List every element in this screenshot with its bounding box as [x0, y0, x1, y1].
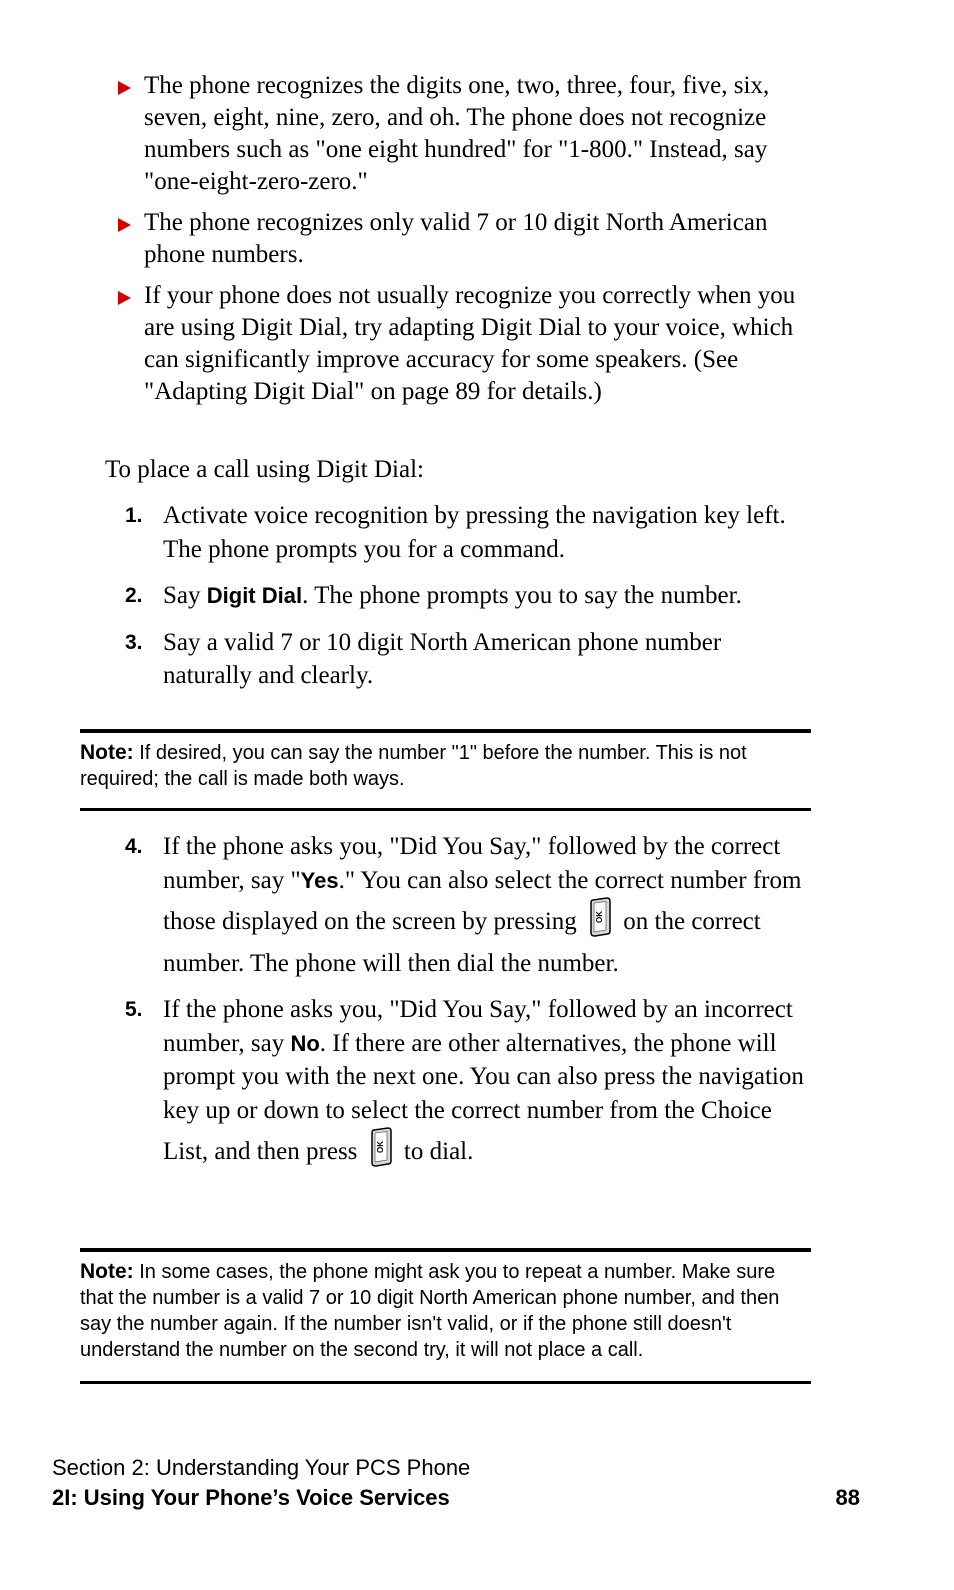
step-text-post: on the correct number. The phone will then dial the number.: [163, 908, 761, 977]
bullet-text: The phone recognizes only valid 7 or 10 digit North American phone numbers.: [144, 209, 768, 268]
svg-text:OK: OK: [595, 911, 605, 923]
note-box: [80, 729, 811, 811]
step-item: [125, 626, 815, 693]
note-box: [80, 1248, 811, 1384]
svg-text:OK: OK: [375, 1141, 385, 1153]
ok-key-icon: [589, 897, 611, 947]
step-number: 5.: [125, 998, 143, 1021]
bullet-item: [118, 280, 818, 408]
step-keyword: Yes: [300, 867, 339, 893]
step-keyword: No: [290, 1030, 320, 1056]
steps-list-first: [125, 499, 815, 706]
step-text-mid: ." You can also select the correct number from those displayed on the screen by pressing: [163, 866, 802, 935]
bullet-item: [118, 207, 818, 271]
step-text-post: . The phone prompts you to say the number.: [302, 582, 742, 609]
footer-chapter-title: 2I: Using Your Phone’s Voice Services: [52, 1485, 450, 1510]
ok-key-icon: [370, 1127, 392, 1177]
step-keyword: Digit Dial: [206, 583, 303, 608]
step-item: [125, 579, 815, 613]
red-arrow-bullet-icon: [118, 291, 131, 305]
bullet-text: If your phone does not usually recognize you correctly when you are using Digit Dial, try adapting Digit Dial to your voice, which can significantly improve accuracy for some speakers. (See "Adapting Digit Dial" on page 89 for details.): [144, 282, 796, 405]
step-number: 1.: [125, 504, 143, 527]
step-text-mid: . If there are other alternatives, the phone will prompt you with the next one. You can also press the navigation key up or down to select the correct number from the Choice List, and then press: [163, 1029, 804, 1165]
steps-list-second: [125, 830, 815, 1190]
step-text-post: to dial.: [403, 1138, 474, 1165]
note-text: If desired, you can say the number "1" before the number. This is not required; the call is made both ways.: [80, 742, 747, 790]
red-arrow-bullet-icon: [118, 81, 131, 95]
bullet-item: [118, 70, 818, 198]
step-item: [125, 830, 815, 980]
bullet-text: The phone recognizes the digits one, two, three, four, five, six, seven, eight, nine, zero, and oh. The phone does not recognize numbers such as "one eight hundred" for "1-800." Instead, say "one-eight-zero-zero.": [144, 72, 770, 195]
step-text: Say a valid 7 or 10 digit North American phone number naturally and clearly.: [163, 628, 722, 689]
procedure-intro: To place a call using Digit Dial:: [105, 456, 424, 483]
note-text: In some cases, the phone might ask you to repeat a number. Make sure that the number is a valid 7 or 10 digit North American phone number, and then say the number again. If the number isn't valid, or if the phone still doesn't understand the number on the second try, it will not place a call.: [80, 1261, 780, 1361]
step-number: 3.: [125, 630, 143, 654]
page-number: 88: [835, 1485, 860, 1510]
step-text-pre: If the phone asks you, "Did You Say," followed by an incorrect number, say: [163, 996, 793, 1057]
step-text-pre: Say: [163, 582, 207, 609]
step-text: Activate voice recognition by pressing the navigation key left. The phone prompts you for a command.: [163, 502, 786, 563]
step-item: [125, 993, 815, 1177]
step-number: 4.: [125, 835, 143, 858]
note-label: Note:: [80, 1260, 134, 1283]
footer-section-title: Section 2: Understanding Your PCS Phone: [52, 1455, 471, 1480]
bullet-list: [118, 70, 818, 417]
note-label: Note:: [80, 741, 134, 764]
red-arrow-bullet-icon: [118, 218, 131, 232]
footer-chapter-line: [52, 1485, 862, 1511]
step-number: 2.: [125, 584, 143, 607]
step-text-pre: If the phone asks you, "Did You Say," followed by the correct number, say ": [163, 833, 781, 894]
step-item: [125, 499, 815, 566]
